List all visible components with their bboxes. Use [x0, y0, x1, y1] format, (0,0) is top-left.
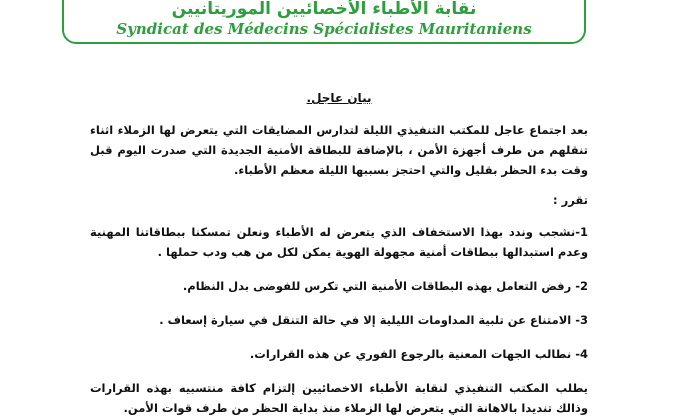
decision-item-3: 3- الامتناع عن تلبية المداومات الليلية إلا في حالة التنقل في سيارة إسعاف . — [159, 313, 588, 327]
statement-closing: يطلب المكتب التنفيذي لنقابة الأطباء الاخصائيين إلتزام كافة منتسبيه بهذه القرارات وذالك تنديدا بالاهانة التي يتعرض لها الزملاء منذ بداية الحظر من طرف قوات الأمن. — [90, 381, 588, 415]
syndicate-name-french: Syndicat des Médecins Spécialistes Mauritaniens — [116, 20, 532, 38]
statement-intro: بعد اجتماع عاجل للمكتب التنفيذي الليلة لتدارس المضايقات التي يتعرض لها الزملاء اثناء تنقلهم من طرف أجهزة الأمن ، بالإضافة للبطاقة الأمنية الجديدة التي صدرت اليوم قبل وقت بدء الحظر بقليل والتي احتجز بسببها الليلة معظم الأطباء. — [90, 123, 588, 177]
letterhead — [62, 0, 586, 44]
syndicate-name-arabic: نقابة الأطباء الأخصائيين الموريتانيين — [171, 0, 477, 19]
decision-item-1: 1-نشجب وندد بهذا الاستخفاف الذي يتعرض له الأطباء ونعلن تمسكنا ببطاقاتنا المهنية وعدم استبدالها ببطاقات أمنية مجهولة الهوية يمكن لكل من هب ودب حملها . — [90, 225, 588, 259]
decision-item-2: 2- رفض التعامل بهذه البطاقات الأمنية التي تكرس للفوضى بدل النظام. — [182, 279, 588, 293]
statement-body — [90, 88, 588, 418]
decided-label: تقرر : — [553, 193, 588, 207]
decision-item-4: 4- نطالب الجهات المعنية بالرجوع الفوري عن هذه القرارات. — [249, 347, 588, 361]
statement-title: بيان عاجل. — [306, 91, 372, 105]
